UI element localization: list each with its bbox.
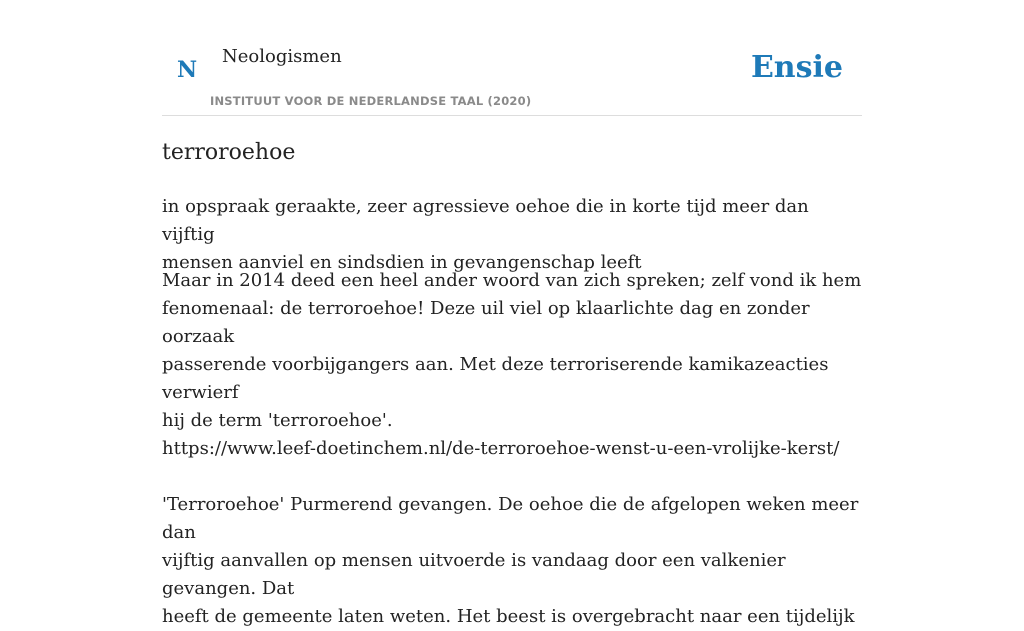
source-logo-letter: N (177, 57, 198, 83)
example2-line: heeft de gemeente laten weten. Het beest is overgebracht naar een tijdelijk (162, 606, 855, 627)
source-header (162, 0, 862, 116)
entry-definition (162, 193, 862, 277)
example-line: fenomenaal: de terroroehoe! Deze uil viel op klaarlichte dag en zonder oorzaak (162, 298, 810, 347)
example-line: Maar in 2014 deed een heel ander woord van zich spreken; zelf vond ik hem (162, 270, 862, 291)
example-line: passerende voorbijgangers aan. Met deze terroriserende kamikazeacties verwierf (162, 354, 829, 403)
paragraph-gap (162, 463, 862, 491)
example-line: hij de term 'terroroehoe'. (162, 410, 393, 431)
ensie-logo[interactable]: Ensie (750, 50, 843, 85)
example-url: https://www.leef-doetinchem.nl/de-terroroehoe-wenst-u-een-vrolijke-kerst/ (162, 438, 840, 459)
entry-example (162, 267, 862, 631)
source-title-link[interactable]: Neologismen (222, 46, 342, 67)
entry-term: terroroehoe (162, 140, 296, 165)
definition-line: in opspraak geraakte, zeer agressieve oehoe die in korte tijd meer dan vijftig (162, 196, 809, 245)
example2-line: vijftig aanvallen op mensen uitvoerde is vandaag door een valkenier gevangen. Dat (162, 550, 786, 599)
source-subtitle: INSTITUUT VOOR DE NEDERLANDSE TAAL (2020) (210, 94, 532, 108)
example2-line: 'Terroroehoe' Purmerend gevangen. De oehoe die de afgelopen weken meer dan (162, 494, 859, 543)
definition-line: mensen aanviel en sindsdien in gevangenschap leeft (162, 252, 642, 273)
